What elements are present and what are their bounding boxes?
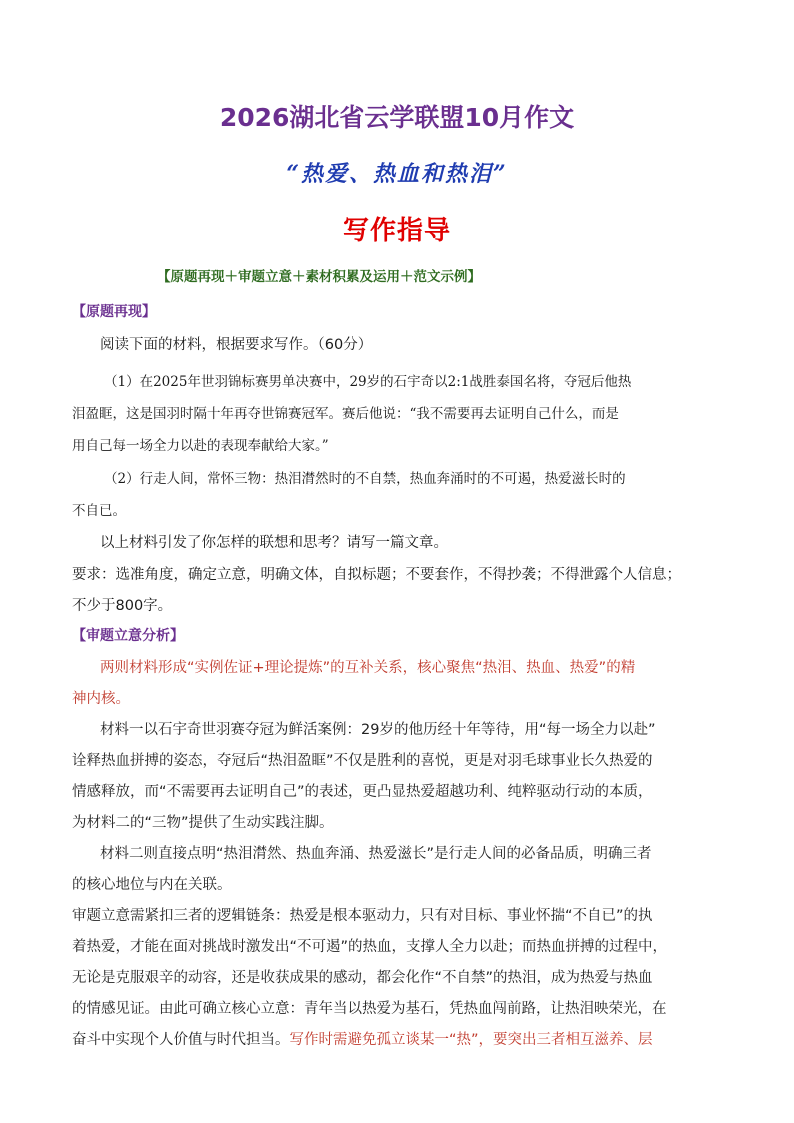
analysis-p4-line: 无论是克服艰辛的动容，还是收获成果的感动，都会化作“不自禁”的热泪，成为热爱与热血 (72, 970, 653, 986)
section-analysis-heading: 【审题立意分析】 (72, 628, 184, 644)
analysis-p4-last-black: 奋斗中实现个人价值与时代担当。 (72, 1032, 290, 1048)
analysis-p4-last-line (72, 1028, 653, 1049)
analysis-p4-last-red: 写作时需避免孤立谈某一“热”，要突出三者相互滋养、层 (289, 1032, 653, 1048)
section-original-heading: 【原题再现】 (72, 304, 156, 320)
analysis-p4-line: 的情感见证。由此可确立核心立意：青年当以热爱为基石，凭热血闯前路，让热泪映荣光，在 (72, 1001, 667, 1017)
intro-text: 阅读下面的材料，根据要求写作。（60分） (100, 337, 373, 353)
material-1-line: （1）在2025年世羽锦标赛男单决赛中，29岁的石宇奇以2:1战胜泰国名将，夺冠后他热 (104, 374, 632, 390)
analysis-p2-line: 诠释热血拼搏的姿态，夺冠后“热泪盈眶”不仅是胜利的喜悦，更是对羽毛球事业长久热爱的 (72, 753, 653, 769)
analysis-p2-line: 材料一以石宇奇世羽赛夺冠为鲜活案例：29岁的他历经十年等待，用“每一场全力以赴” (100, 722, 656, 738)
analysis-p2-line: 为材料二的“三物”提供了生动实践注脚。 (72, 815, 334, 831)
analysis-p3-line: 的核心地位与内在关联。 (72, 877, 232, 893)
prompt-text: 以上材料引发了你怎样的联想和思考？请写一篇文章。 (100, 535, 448, 551)
main-title: 2026湖北省云学联盟10月作文 (219, 103, 575, 132)
material-1-line: 用自己每一场全力以赴的表现奉献给大家。” (72, 438, 329, 454)
material-2-line: 不自已。 (72, 503, 126, 519)
guide-title: 写作指导 (342, 216, 451, 246)
analysis-p1-line: 两则材料形成“实例佐证+理论提炼”的互补关系，核心聚焦“热泪、热血、热爱”的精 (100, 660, 636, 676)
analysis-p4-line: 审题立意需紧扣三者的逻辑链条：热爱是根本驱动力，只有对目标、事业怀揣“不自已”的执 (72, 908, 653, 924)
theme-title: “热爱、热血和热泪” (286, 161, 508, 187)
subtitle: 【原题再现＋审题立意＋素材积累及运用＋范文示例】 (157, 269, 481, 285)
material-1-line: 泪盈眶，这是国羽时隔十年再夺世锦赛冠军。赛后他说：“我不需要再去证明自己什么，而是 (72, 406, 619, 422)
analysis-p2-line: 情感释放，而“不需要再去证明自己”的表述，更凸显热爱超越功利、纯粹驱动行动的本质， (72, 784, 653, 800)
analysis-p1-line: 神内核。 (72, 691, 130, 707)
requirement-line: 要求：选准角度，确定立意，明确文体，自拟标题；不要套作，不得抄袭；不得泄露个人信息； (72, 567, 681, 583)
analysis-p4-line: 着热爱，才能在面对挑战时激发出“不可遏”的热血，支撑人全力以赴；而热血拼搏的过程中， (72, 939, 668, 955)
analysis-p3-line: 材料二则直接点明“热泪潸然、热血奔涌、热爱滋长”是行走人间的必备品质，明确三者 (100, 846, 652, 862)
requirement-line: 不少于800字。 (72, 598, 173, 614)
material-2-line: （2）行走人间，常怀三物：热泪潸然时的不自禁，热血奔涌时的不可遏，热爱滋长时的 (104, 471, 626, 487)
